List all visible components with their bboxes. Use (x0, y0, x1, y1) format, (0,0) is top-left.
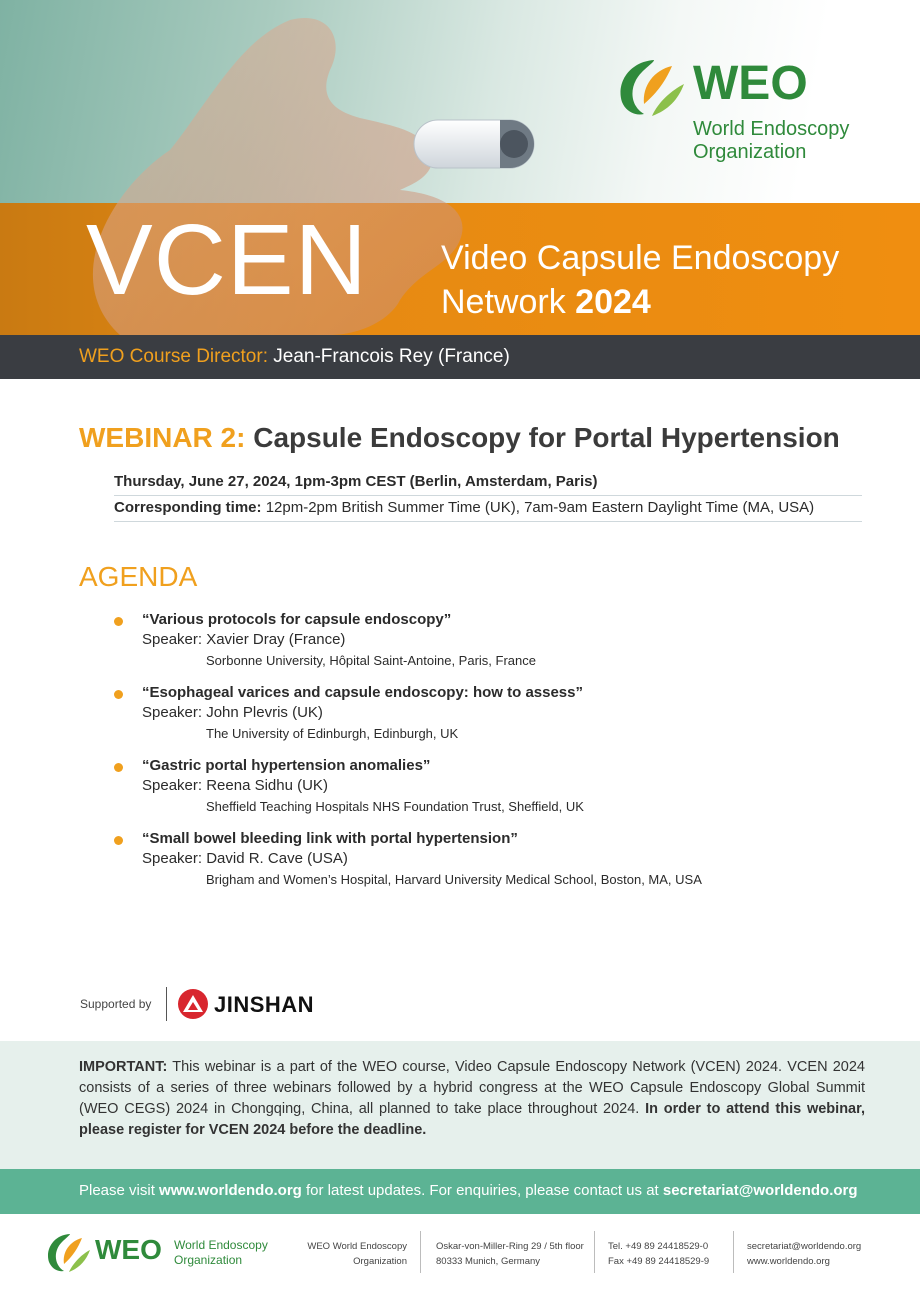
talk-speaker: Speaker: Xavier Dray (France) (142, 631, 346, 648)
agenda-item (114, 684, 874, 744)
course-title-line2 (441, 280, 839, 324)
supported-by-label: Supported by (80, 997, 152, 1011)
speaker-affiliation: Sheffield Teaching Hospitals NHS Foundation Trust, Sheffield, UK (206, 799, 584, 814)
website-link[interactable]: www.worldendo.org (159, 1182, 302, 1199)
talk-title: “Gastric portal hypertension anomalies” (142, 757, 431, 774)
course-title-line1: Video Capsule Endoscopy (441, 239, 840, 277)
talk-title: “Small bowel bleeding link with portal hypertension” (142, 830, 518, 847)
footer-logo-mark-icon (44, 1231, 90, 1275)
support-divider (166, 987, 167, 1021)
director-name: Jean-Francois Rey (France) (273, 346, 510, 367)
footer-divider (420, 1231, 421, 1273)
talk-title: “Various protocols for capsule endoscopy” (142, 611, 452, 628)
visit-middle: for latest updates. For enquiries, please contact us at (306, 1182, 659, 1199)
agenda-heading: AGENDA (79, 561, 198, 592)
course-director (79, 346, 510, 368)
course-title (441, 236, 839, 324)
jinshan-logo-icon (177, 988, 209, 1020)
important-label: IMPORTANT: (79, 1059, 168, 1075)
important-notice (79, 1057, 865, 1141)
footer-address-line2: 80333 Munich, Germany (436, 1256, 541, 1267)
important-registration: In order to attend this webinar, please register for VCEN 2024 before the deadline. (79, 1101, 865, 1138)
logo-name-line1: World Endoscopy (693, 118, 850, 140)
director-label: WEO Course Director: (79, 346, 268, 367)
talk-speaker: Speaker: John Plevris (UK) (142, 704, 323, 721)
footer-org-line2: Organization (353, 1256, 407, 1267)
footer-phone (608, 1239, 709, 1269)
bullet-icon (114, 617, 123, 626)
corresponding-time (114, 494, 862, 522)
agenda-item (114, 757, 874, 817)
visit-prefix: Please visit (79, 1182, 155, 1199)
webinar-heading (79, 422, 840, 454)
footer-logo-name-line1: World Endoscopy (174, 1238, 268, 1252)
footer-divider (594, 1231, 595, 1273)
bullet-icon (114, 836, 123, 845)
important-text: This webinar is a part of the WEO course, Video Capsule Endoscopy Network (VCEN) 2024. VCEN 2024 consists of a series of three webinars followed by a hybrid congress at the WEO Capsule Endoscopy Global Summit (WEO CEGS) 2024 in Chongqing, China, all planned to take place throughout 2024. (79, 1059, 865, 1117)
footer-fax: Fax +49 89 24418529-9 (608, 1256, 710, 1267)
course-acronym: VCEN (86, 204, 368, 316)
course-title-network: Network (441, 283, 566, 321)
webinar-label: WEBINAR 2: (79, 422, 246, 453)
corresponding-time-label: Corresponding time: (114, 499, 262, 516)
footer-organization (300, 1239, 407, 1269)
speaker-affiliation: Brigham and Women’s Hospital, Harvard University Medical School, Boston, MA, USA (206, 872, 702, 887)
webinar-title: Capsule Endoscopy for Portal Hypertension (253, 422, 840, 453)
hero-banner (0, 0, 920, 335)
footer-logo-name-line2: Organization (174, 1253, 243, 1267)
footer-web[interactable]: www.worldendo.org (747, 1256, 830, 1267)
webinar-date: Thursday, June 27, 2024, 1pm-3pm CEST (Berlin, Amsterdam, Paris) (114, 468, 862, 496)
weo-logo-mark-icon (614, 56, 686, 118)
bullet-icon (114, 690, 123, 699)
corresponding-time-value: 12pm-2pm British Summer Time (UK), 7am-9am Eastern Daylight Time (MA, USA) (265, 499, 815, 516)
contact-line (79, 1182, 858, 1199)
email-link[interactable]: secretariat@worldendo.org (662, 1182, 858, 1199)
footer-divider (733, 1231, 734, 1273)
speaker-affiliation: The University of Edinburgh, Edinburgh, UK (206, 726, 459, 741)
logo-name-line2: Organization (693, 141, 807, 163)
logo-acronym: WEO (693, 57, 808, 110)
agenda-item (114, 611, 874, 671)
footer-logo-acronym: WEO (95, 1234, 162, 1265)
footer-tel: Tel. +49 89 24418529-0 (608, 1241, 709, 1252)
footer-address (436, 1239, 584, 1269)
footer-email[interactable]: secretariat@worldendo.org (747, 1241, 862, 1252)
speaker-affiliation: Sorbonne University, Hôpital Saint-Antoine, Paris, France (206, 653, 536, 668)
course-year: 2024 (575, 283, 651, 321)
talk-speaker: Speaker: David R. Cave (USA) (142, 850, 348, 867)
footer-org-line1: WEO World Endoscopy (307, 1241, 407, 1252)
footer-contact (747, 1239, 861, 1269)
bullet-icon (114, 763, 123, 772)
agenda-item (114, 830, 874, 890)
talk-title: “Esophageal varices and capsule endoscopy: how to assess” (142, 684, 583, 701)
footer-address-line1: Oskar-von-Miller-Ring 29 / 5th floor (436, 1241, 584, 1252)
sponsor-name: JINSHAN (214, 992, 315, 1017)
talk-speaker: Speaker: Reena Sidhu (UK) (142, 777, 328, 794)
